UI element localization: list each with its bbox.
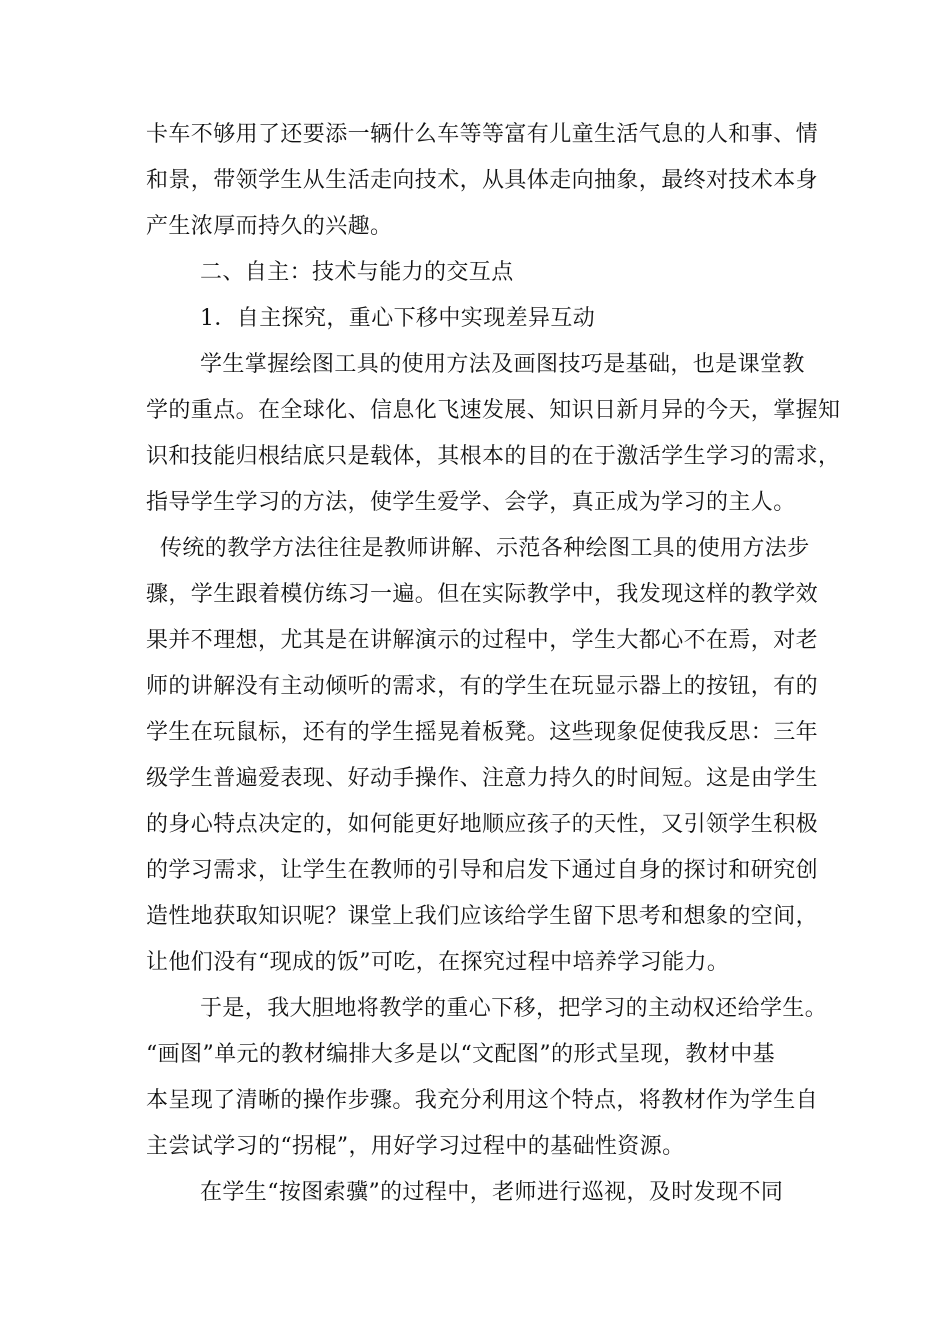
- text-line: 卡车不够用了还要添一辆什么车等等富有儿童生活气息的人和事、情: [146, 122, 819, 147]
- text-line: 的身心特点决定的，如何能更好地顺应孩子的天性，又引领学生积极: [146, 812, 819, 837]
- text-line: 在学生“按图索骥”的过程中，老师进行巡视，及时发现不同: [200, 1180, 784, 1205]
- text-line: 学生在玩鼠标，还有的学生摇晃着板凳。这些现象促使我反思：三年: [146, 720, 819, 745]
- text-line: 造性地获取知识呢？课堂上我们应该给学生留下思考和想象的空间，: [146, 904, 819, 929]
- text-line: 指导学生学习的方法，使学生爱学、会学，真正成为学习的主人。: [146, 490, 796, 515]
- text-line: 级学生普遍爱表现、好动手操作、注意力持久的时间短。这是由学生: [146, 766, 819, 791]
- text-line: 学的重点。在全球化、信息化飞速发展、知识日新月异的今天，掌握知: [146, 398, 841, 423]
- text-line: 主尝试学习的“拐棍”，用好学习过程中的基础性资源。: [146, 1134, 685, 1159]
- text-line: 和景，带领学生从生活走向技术，从具体走向抽象，最终对技术本身: [146, 168, 819, 193]
- text-line: 于是，我大胆地将教学的重心下移，把学习的主动权还给学生。: [200, 996, 828, 1021]
- text-line: 学生掌握绘图工具的使用方法及画图技巧是基础，也是课堂教: [200, 352, 805, 377]
- text-line: 产生浓厚而持久的兴趣。: [146, 214, 393, 239]
- text-line: 传统的教学方法往往是教师讲解、示范各种绘图工具的使用方法步: [160, 536, 810, 561]
- text-line: 的学习需求，让学生在教师的引导和启发下通过自身的探讨和研究创: [146, 858, 819, 883]
- text-line: 让他们没有“现成的饭”可吃，在探究过程中培养学习能力。: [146, 950, 730, 975]
- text-line: “画图”单元的教材编排大多是以“文配图”的形式呈现，教材中基: [146, 1042, 775, 1067]
- text-line: 师的讲解没有主动倾听的需求，有的学生在玩显示器上的按钮，有的: [146, 674, 819, 699]
- text-line: 识和技能归根结底只是载体，其根本的目的在于激活学生学习的需求，: [146, 444, 841, 469]
- subsection-heading: 1．自主探究，重心下移中实现差异互动: [200, 306, 596, 331]
- section-heading: 二、自主：技术与能力的交互点: [200, 260, 514, 285]
- text-line: 本呈现了清晰的操作步骤。我充分利用这个特点，将教材作为学生自: [146, 1088, 819, 1113]
- text-line: 骤，学生跟着模仿练习一遍。但在实际教学中，我发现这样的教学效: [146, 582, 819, 607]
- text-line: 果并不理想，尤其是在讲解演示的过程中，学生大都心不在焉，对老: [146, 628, 819, 653]
